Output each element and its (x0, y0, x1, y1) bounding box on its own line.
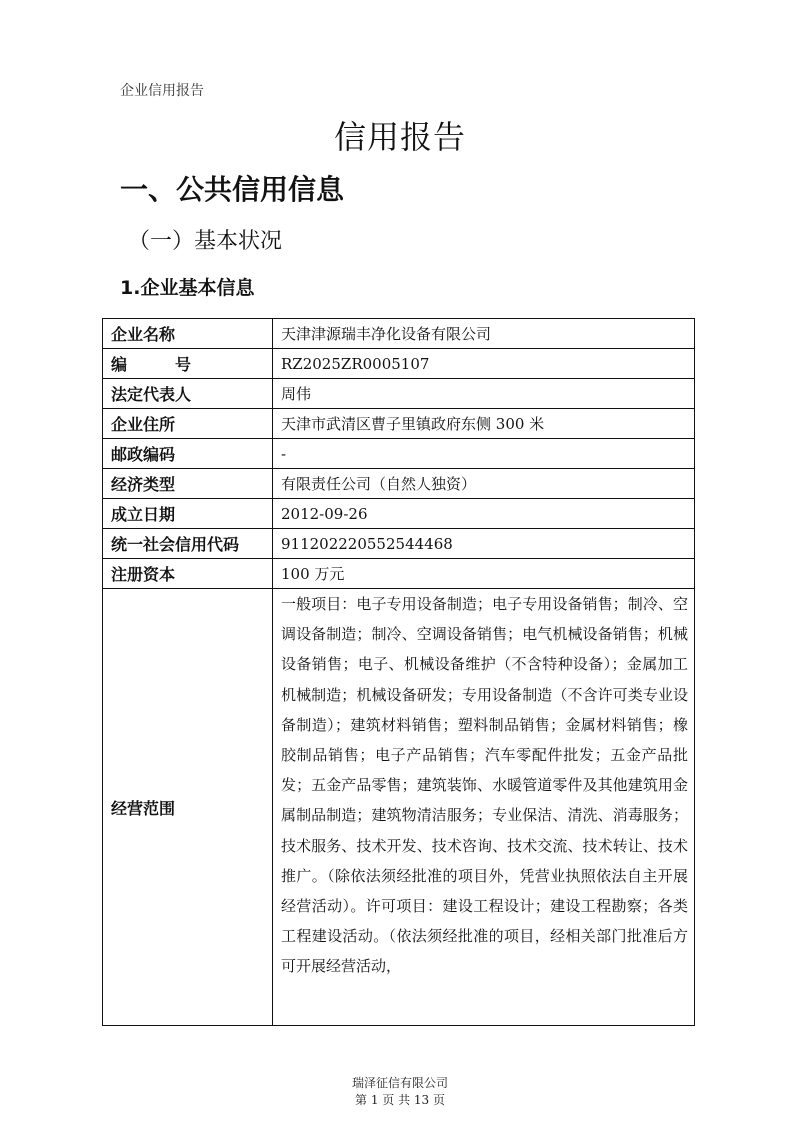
row-key-address: 企业住所 (103, 409, 273, 439)
table-row (103, 439, 695, 469)
row-value-founded-date: 2012-09-26 (273, 499, 695, 529)
row-key-credit-code: 统一社会信用代码 (103, 529, 273, 559)
table-row (103, 529, 695, 559)
row-key-postal-code: 邮政编码 (103, 439, 273, 469)
row-key-founded-date: 成立日期 (103, 499, 273, 529)
row-value-business-scope: 一般项目：电子专用设备制造；电子专用设备销售；制冷、空调设备制造；制冷、空调设备销售；电气机械设备销售；机械设备销售；电子、机械设备维护（不含特种设备）；金属加工机械制造；机械设备研发；专用设备制造（不含许可类专业设备制造）；建筑材料销售；塑料制品销售；金属材料销售；橡胶制品销售；电子产品销售；汽车零配件批发；五金产品批发；五金产品零售；建筑装饰、水暖管道零件及其他建筑用金属制品制造；建筑物清洁服务；专业保洁、清洗、消毒服务；技术服务、技术开发、技术咨询、技术交流、技术转让、技术推广。（除依法须经批准的项目外，凭营业执照依法自主开展经营活动）。许可项目：建设工程设计；建设工程勘察；各类工程建设活动。（依法须经批准的项目，经相关部门批准后方可开展经营活动， (273, 589, 695, 1026)
table-row (103, 559, 695, 589)
row-key-business-scope: 经营范围 (103, 589, 273, 1026)
row-value-number: RZ2025ZR0005107 (273, 349, 695, 379)
row-key-number-part2: 号 (174, 355, 191, 374)
row-value-credit-code: 911202220552544468 (273, 529, 695, 559)
row-key-company-name: 企业名称 (103, 319, 273, 349)
row-key-number-part1: 编 (111, 355, 128, 374)
table-row (103, 499, 695, 529)
subsection-heading: （一）基本状况 (128, 229, 283, 254)
row-value-postal-code: - (273, 439, 695, 469)
page-header-label: 企业信用报告 (120, 83, 204, 99)
section-heading: 一、公共信用信息 (120, 173, 345, 206)
footer-company: 瑞泽征信有限公司 (351, 1076, 448, 1090)
table-row (103, 409, 695, 439)
document-title: 信用报告 (333, 118, 466, 156)
row-key-economic-type: 经济类型 (103, 469, 273, 499)
company-info-table (102, 318, 695, 1026)
table-row (103, 589, 695, 1026)
row-value-company-name: 天津津源瑞丰净化设备有限公司 (273, 319, 695, 349)
row-value-registered-capital: 100 万元 (273, 559, 695, 589)
row-key-registered-capital: 注册资本 (103, 559, 273, 589)
row-value-address: 天津市武清区曹子里镇政府东侧 300 米 (273, 409, 695, 439)
table-row (103, 349, 695, 379)
row-value-legal-rep: 周伟 (273, 379, 695, 409)
row-key-legal-rep: 法定代表人 (103, 379, 273, 409)
row-key-number (103, 349, 273, 379)
footer-page-number: 第 1 页 共 13 页 (355, 1093, 445, 1107)
table-row (103, 379, 695, 409)
table-row (103, 319, 695, 349)
table-row (103, 469, 695, 499)
sub-subsection-heading: 1.企业基本信息 (120, 277, 255, 299)
row-value-economic-type: 有限责任公司（自然人独资） (273, 469, 695, 499)
